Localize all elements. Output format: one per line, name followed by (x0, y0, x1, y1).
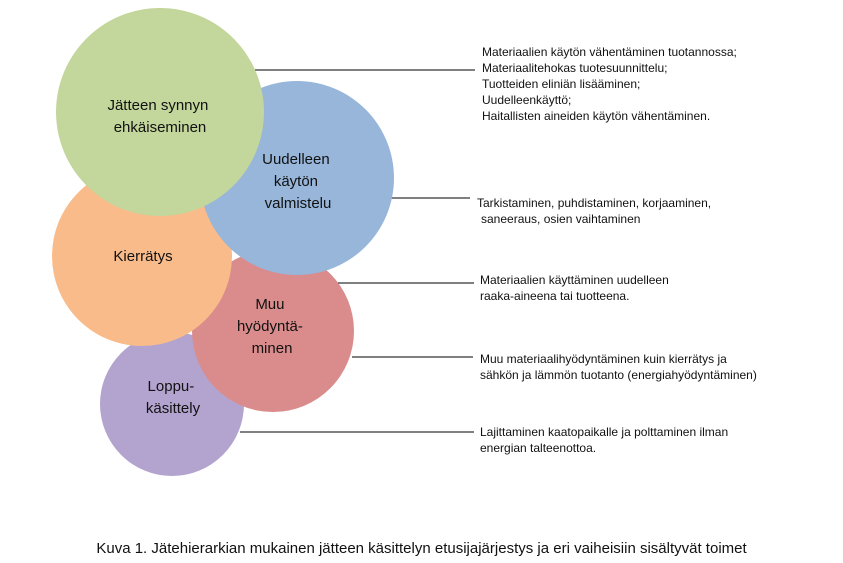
description-line: Tuotteiden eliniän lisääminen; (482, 77, 641, 91)
description-line: saneeraus, osien vaihtaminen (481, 212, 641, 226)
label-ehkaiseminen-line-2: ehkäiseminen (113, 119, 207, 136)
description-line: Lajittaminen kaatopaikalle ja polttaminen ilman (480, 425, 729, 439)
figure-caption: Kuva 1. Jätehierarkian mukainen jätteen käsittelyn etusijajärjestys ja eri vaiheisiin sisältyvät toimet (96, 540, 747, 557)
description-line: Tarkistaminen, puhdistaminen, korjaaminen, (477, 196, 712, 210)
label-uudelleen-line-1: Uudelleen (262, 151, 330, 168)
label-lopputasittely-line-1: Loppu- (147, 378, 195, 395)
label-muu-line-1: Muu (255, 296, 285, 313)
label-lopputasittely-line-2: käsittely (145, 400, 201, 417)
description-line: Haitallisten aineiden käytön vähentäminen. (482, 109, 711, 123)
description-line: energian talteenottoa. (480, 441, 597, 455)
description-kierratys (480, 272, 669, 304)
description-line: Materiaalien käyttäminen uudelleen (480, 273, 669, 287)
label-uudelleen-line-3: valmistelu (264, 195, 332, 212)
label-muu-line-3: minen (251, 340, 293, 357)
description-line: Uudelleenkäyttö; (482, 93, 572, 107)
description-line: sähkön ja lämmön tuotanto (energiahyödyntäminen) (480, 368, 757, 382)
description-line: Materiaalien käytön vähentäminen tuotannossa; (482, 45, 737, 59)
label-kierratys-line-1: Kierrätys (113, 248, 173, 265)
description-line: raaka-aineena tai tuotteena. (480, 289, 630, 303)
label-ehkaiseminen-line-1: Jätteen synnyn (107, 97, 209, 114)
description-line: Muu materiaalihyödyntäminen kuin kierrätys ja (480, 352, 727, 366)
description-ehkaiseminen (482, 44, 737, 124)
description-lopputasittely (480, 424, 728, 456)
label-muu-line-2: hyödyntä- (236, 318, 303, 335)
description-muu (480, 351, 757, 383)
description-uudelleen (477, 195, 711, 227)
description-line: Materiaalitehokas tuotesuunnittelu; (482, 61, 668, 75)
label-kierratys (113, 248, 172, 265)
label-uudelleen-line-2: käytön (273, 173, 319, 190)
